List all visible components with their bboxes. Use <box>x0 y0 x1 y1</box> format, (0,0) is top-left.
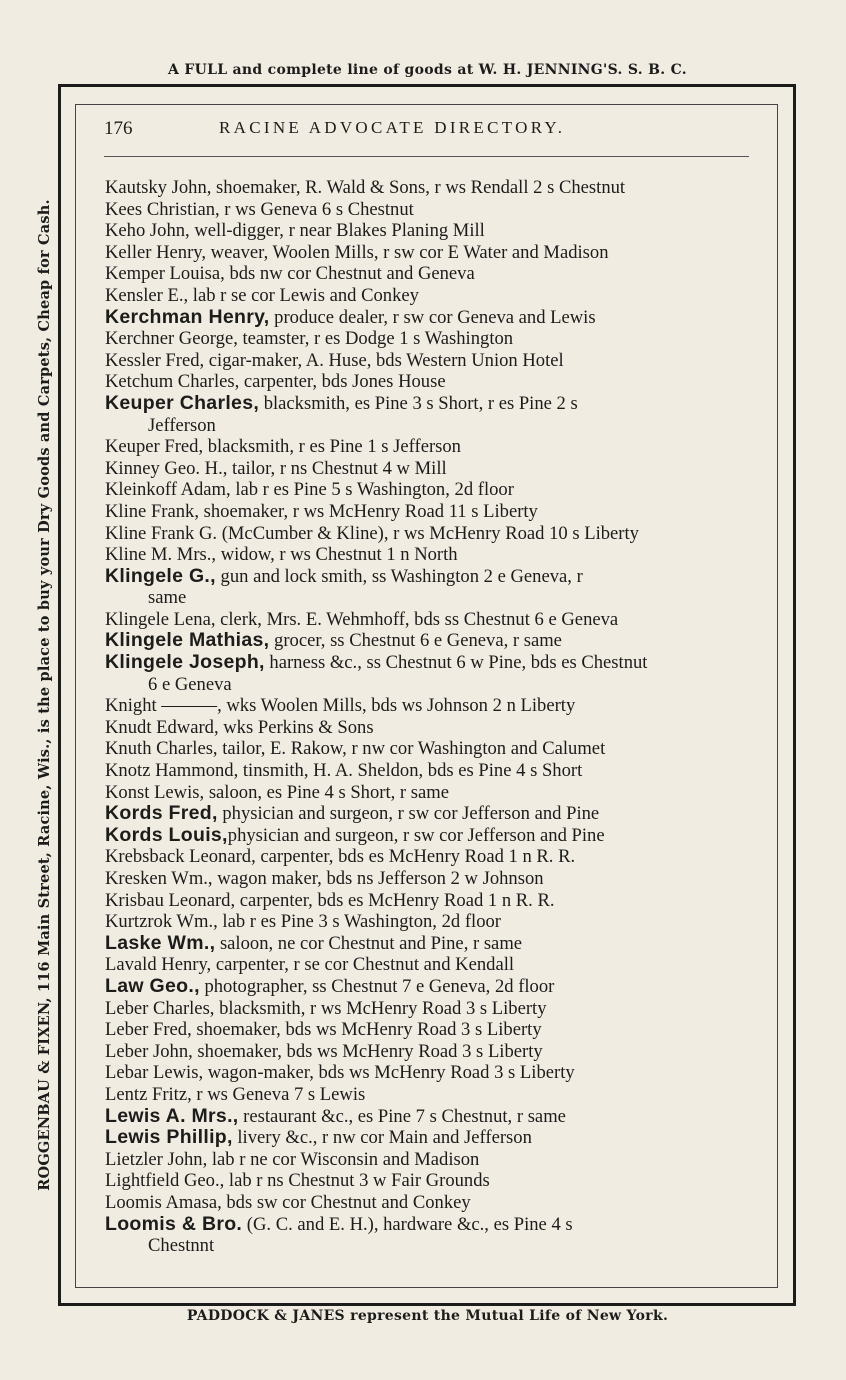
entry-details: Jefferson <box>148 414 216 436</box>
entry-name: Knotz Hammond, <box>105 760 239 782</box>
entry-name: Kords Louis, <box>105 823 228 846</box>
entry-name: Lightfield Geo., <box>105 1170 225 1192</box>
entry-name: Ketchum Charles, <box>105 371 240 393</box>
directory-entry <box>105 1149 750 1171</box>
directory-entry <box>105 436 750 458</box>
entry-details: teamster, r es Dodge 1 s Washington <box>237 328 514 350</box>
entry-name: Kords Fred, <box>105 802 218 825</box>
entry-details: carpenter, bds es McHenry Road 1 n R. R. <box>235 889 555 911</box>
directory-entry <box>105 544 750 566</box>
directory-entry <box>105 307 750 329</box>
entry-details: r ws Geneva 7 s Lewis <box>191 1083 366 1105</box>
entry-name: Knight ———, <box>105 695 222 717</box>
entry-details: 6 e Geneva <box>148 673 232 695</box>
entry-details: lab r es Pine 5 s Washington, 2d floor <box>230 479 514 501</box>
entry-details: shoemaker, R. Wald & Sons, r ws Rendall 2 s Chestnut <box>211 177 626 198</box>
entry-name: Keho John, <box>105 220 190 242</box>
directory-entry <box>105 998 750 1020</box>
page-number: 176 <box>104 118 133 139</box>
entry-details: saloon, ne cor Chestnut and Pine, r same <box>215 932 523 954</box>
entry-details: shoemaker, r ws McHenry Road 11 s Liberty <box>199 500 538 522</box>
directory-entry <box>105 1192 750 1214</box>
entry-name: Kleinkoff Adam, <box>105 479 231 501</box>
entry-details: carpenter, bds Jones House <box>239 371 446 393</box>
entry-details: clerk, Mrs. E. Wehmhoff, bds ss Chestnut 6 e Geneva <box>215 608 619 630</box>
directory-entry <box>105 393 750 415</box>
entry-details: (McCumber & Kline), r ws McHenry Road 10 s Liberty <box>217 522 639 544</box>
entry-details: carpenter, bds es McHenry Road 1 n R. R. <box>255 846 576 868</box>
entry-details: widow, r ws Chestnut 1 n North <box>216 544 458 566</box>
entry-details: grocer, ss Chestnut 6 e Geneva, r same <box>269 630 562 652</box>
entry-continuation <box>105 415 750 437</box>
entry-details: Chestnnt <box>148 1235 215 1257</box>
entry-name: Kurtzrok Wm., <box>105 911 218 933</box>
entry-details: lab r se cor Lewis and Conkey <box>188 284 419 306</box>
entry-details: saloon, es Pine 4 s Short, r same <box>204 781 449 803</box>
entry-details: same <box>148 587 187 609</box>
entry-details: livery &c., r nw cor Main and Jefferson <box>232 1127 532 1149</box>
directory-entry <box>105 1041 750 1063</box>
entry-name: Loomis Amasa, <box>105 1191 222 1213</box>
entry-name: Kline M. Mrs., <box>105 544 217 566</box>
entry-details: lab r es Pine 3 s Washington, 2d floor <box>217 911 501 933</box>
entry-details: blacksmith, r ws McHenry Road 3 s Liberty <box>214 997 547 1019</box>
entry-details: tailor, r ns Chestnut 4 w Mill <box>227 457 447 479</box>
entry-details: blacksmith, es Pine 3 s Short, r es Pine 2 s <box>259 392 578 414</box>
entry-name: Kresken Wm., <box>105 868 213 889</box>
entry-details: shoemaker, bds ws McHenry Road 3 s Liberty <box>191 1019 542 1041</box>
entry-name: Krisbau Leonard, <box>105 889 236 911</box>
entry-details: wagon-maker, bds ws McHenry Road 3 s Liberty <box>203 1062 575 1084</box>
entry-name: Kinney Geo. H., <box>105 457 228 479</box>
directory-entry <box>105 1170 750 1192</box>
entry-details: tinsmith, H. A. Sheldon, bds es Pine 4 s Short <box>238 760 583 782</box>
directory-entry <box>105 371 750 393</box>
directory-entry <box>105 717 750 739</box>
side-advertisement: ROGGENBAU & FIXEN, 116 Main Street, Racine, Wis., is the place to buy your Dry Goods and Carpets, Cheap for Cash. <box>36 199 53 1191</box>
entry-name: Lietzler John, <box>105 1148 208 1170</box>
directory-entry <box>105 285 750 307</box>
entry-continuation <box>105 587 750 609</box>
header-divider <box>104 156 749 157</box>
directory-entries <box>105 177 750 1257</box>
entry-name: Keuper Fred, <box>105 436 204 458</box>
entry-details: r ws Geneva 6 s Chestnut <box>219 198 414 220</box>
entry-name: Lavald Henry, <box>105 954 212 976</box>
directory-entry <box>105 350 750 372</box>
directory-entry <box>105 1019 750 1041</box>
directory-entry <box>105 954 750 976</box>
entry-name: Leber John, <box>105 1040 193 1062</box>
entry-name: Keuper Charles, <box>105 391 260 414</box>
entry-name: Lewis A. Mrs., <box>105 1104 239 1127</box>
entry-continuation <box>105 1235 750 1257</box>
entry-name: Kemper Louisa, <box>105 263 225 285</box>
directory-entry <box>105 868 750 890</box>
entry-name: Law Geo., <box>105 974 200 997</box>
entry-name: Klingele Mathias, <box>105 629 270 652</box>
page-header <box>104 118 749 144</box>
entry-name: Keller Henry, <box>105 241 207 263</box>
outer-border-right <box>793 84 796 1306</box>
entry-name: Knuth Charles, <box>105 738 218 760</box>
directory-entry <box>105 220 750 242</box>
entry-details: carpenter, r se cor Chestnut and Kendall <box>211 954 515 976</box>
entry-details: lab r ns Chestnut 3 w Fair Grounds <box>224 1170 490 1192</box>
directory-entry <box>105 328 750 350</box>
entry-details: cigar-maker, A. Huse, bds Western Union Hotel <box>204 349 564 371</box>
entry-name: Kees Christian, <box>105 198 220 220</box>
directory-entry <box>105 846 750 868</box>
entry-name: Lewis Phillip, <box>105 1126 233 1149</box>
directory-entry <box>105 1062 750 1084</box>
bottom-advertisement: PADDOCK & JANES represent the Mutual Life of New York. <box>186 1308 669 1324</box>
directory-entry <box>105 782 750 804</box>
entry-details: physician and surgeon, r sw cor Jefferson and Pine <box>227 824 605 846</box>
outer-border-top <box>58 84 796 87</box>
entry-details: restaurant &c., es Pine 7 s Chestnut, r same <box>238 1105 566 1127</box>
entry-name: Kerchner George, <box>105 328 238 350</box>
entry-name: Lentz Fritz, <box>105 1083 192 1105</box>
entry-name: Kline Frank, <box>105 500 199 522</box>
directory-entry <box>105 609 750 631</box>
directory-entry <box>105 803 750 825</box>
entry-name: Klingele Lena, <box>105 608 216 630</box>
directory-entry <box>105 890 750 912</box>
directory-entry <box>105 566 750 588</box>
entry-name: Leber Fred, <box>105 1019 192 1041</box>
entry-continuation <box>105 674 750 696</box>
entry-details: lab r ne cor Wisconsin and Madison <box>207 1148 480 1170</box>
entry-details: wks Perkins & Sons <box>218 716 374 738</box>
entry-details: well-digger, r near Blakes Planing Mill <box>189 220 485 242</box>
directory-entry <box>105 1106 750 1128</box>
directory-entry <box>105 911 750 933</box>
directory-entry <box>105 1084 750 1106</box>
entry-name: Kensler E., <box>105 284 189 306</box>
directory-entry <box>105 695 750 717</box>
entry-details: bds nw cor Chestnut and Geneva <box>224 263 475 285</box>
directory-entry <box>105 242 750 264</box>
entry-details: shoemaker, bds ws McHenry Road 3 s Liberty <box>192 1040 543 1062</box>
entry-name: Kessler Fred, <box>105 349 205 371</box>
directory-entry <box>105 1127 750 1149</box>
entry-name: Laske Wm., <box>105 931 216 954</box>
directory-entry <box>105 738 750 760</box>
directory-entry <box>105 458 750 480</box>
entry-details: blacksmith, r es Pine 1 s Jefferson <box>203 436 461 458</box>
directory-entry <box>105 760 750 782</box>
entry-details: weaver, Woolen Mills, r sw cor E Water and Madison <box>206 241 609 263</box>
directory-entry <box>105 1214 750 1236</box>
entry-name: Krebsback Leonard, <box>105 846 256 868</box>
entry-name: Konst Lewis, <box>105 781 205 803</box>
entry-name: Knudt Edward, <box>105 716 219 738</box>
directory-entry <box>105 479 750 501</box>
directory-entry <box>105 523 750 545</box>
entry-name: Kline Frank G. <box>105 522 218 544</box>
entry-name: Loomis & Bro. <box>105 1212 243 1235</box>
directory-entry <box>105 501 750 523</box>
top-advertisement: A FULL and complete line of goods at W. H. JENNING'S. S. B. C. <box>168 62 687 78</box>
entry-details: wagon maker, bds ns Jefferson 2 w Johnson <box>212 868 544 889</box>
entry-details: photographer, ss Chestnut 7 e Geneva, 2d floor <box>199 975 555 997</box>
entry-name: Kerchman Henry, <box>105 305 270 328</box>
entry-details: wks Woolen Mills, bds ws Johnson 2 n Liberty <box>221 695 576 717</box>
entry-name: Lebar Lewis, <box>105 1062 204 1084</box>
directory-entry <box>105 630 750 652</box>
entry-details: physician and surgeon, r sw cor Jefferson and Pine <box>217 803 600 825</box>
directory-entry <box>105 933 750 955</box>
outer-border-left <box>58 84 61 1306</box>
entry-details: gun and lock smith, ss Washington 2 e Geneva, r <box>215 565 583 587</box>
directory-entry <box>105 199 750 221</box>
directory-entry <box>105 825 750 847</box>
entry-details: produce dealer, r sw cor Geneva and Lewis <box>269 306 596 328</box>
directory-entry <box>105 177 750 199</box>
entry-details: harness &c., ss Chestnut 6 w Pine, bds es Chestnut <box>264 652 648 674</box>
entry-name: Klingele Joseph, <box>105 651 265 674</box>
outer-border-bottom <box>58 1303 796 1306</box>
entry-name: Leber Charles, <box>105 997 215 1019</box>
entry-details: (G. C. and E. H.), hardware &c., es Pine 4 s <box>242 1213 573 1235</box>
directory-entry <box>105 652 750 674</box>
entry-details: bds sw cor Chestnut and Conkey <box>221 1191 471 1213</box>
entry-details: tailor, E. Rakow, r nw cor Washington and Calumet <box>217 738 606 760</box>
entry-name: Klingele G., <box>105 564 216 587</box>
page-title: RACINE ADVOCATE DIRECTORY. <box>219 118 566 137</box>
directory-entry <box>105 263 750 285</box>
entry-name: Kautsky John, <box>105 177 212 198</box>
directory-entry <box>105 976 750 998</box>
